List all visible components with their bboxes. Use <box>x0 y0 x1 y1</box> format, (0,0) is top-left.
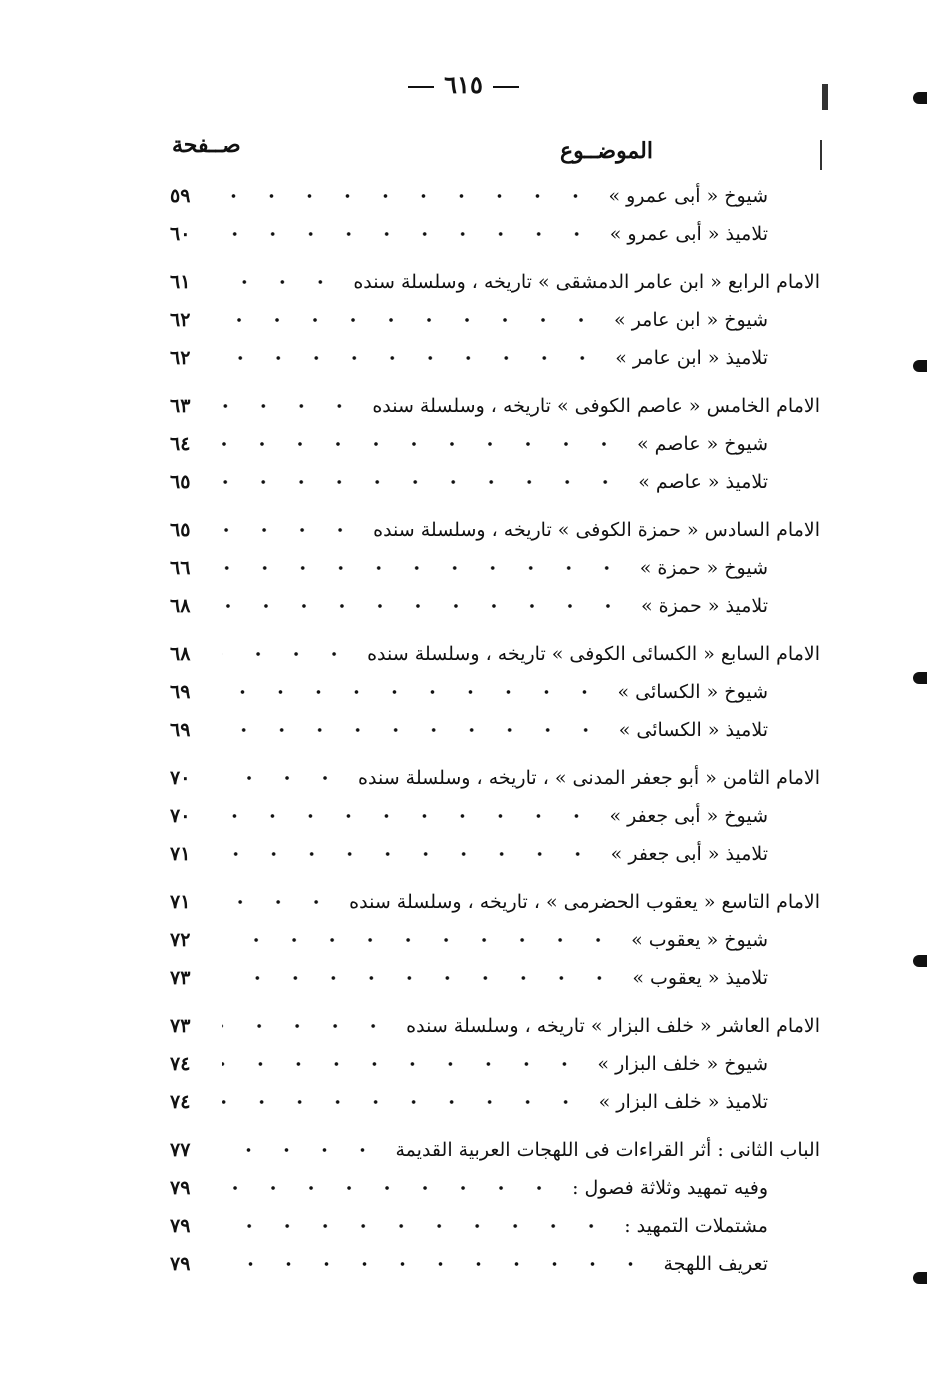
toc-entry-heading: الامام الرابع « ابن عامر الدمشقى » تاريخه ، وسلسلة سنده <box>353 271 820 293</box>
toc-entry-heading: الامام الثامن « أبو جعفر المدنى » ، تاريخه ، وسلسلة سنده <box>358 767 820 789</box>
toc-entry-title: تعريف اللهجة <box>663 1253 768 1275</box>
toc-entry <box>170 924 820 956</box>
dot-leader <box>222 232 596 236</box>
toc-entry-title: تلاميذ « عاصم » <box>638 471 768 493</box>
dot-leader <box>222 604 627 608</box>
toc-page-number: ٧١ <box>170 891 191 913</box>
scan-edge-mark <box>913 360 927 372</box>
dot-leader <box>222 356 601 360</box>
toc-entry <box>170 676 820 708</box>
toc-page-number: ٧٠ <box>170 767 191 789</box>
toc-entry-heading: الامام الخامس « عاصم الكوفى » تاريخه ، وسلسلة سنده <box>372 395 820 417</box>
dot-leader <box>222 1262 650 1266</box>
scan-edge-mark <box>913 672 927 684</box>
toc-entry-title: شيوخ « أبى عمرو » <box>608 185 768 207</box>
toc-entry <box>170 218 820 250</box>
toc-entry-title: تلاميذ « يعقوب » <box>632 967 768 989</box>
scan-edge-mark <box>913 1272 927 1284</box>
dot-leader <box>222 566 626 570</box>
toc-entry <box>170 962 820 994</box>
toc-page-number: ٦٥ <box>170 471 191 493</box>
toc-entry-title: شيوخ « حمزة » <box>639 557 768 579</box>
toc-entry-heading: الامام السابع « الكسائى الكوفى » تاريخه ، وسلسلة سنده <box>367 643 820 665</box>
toc-entry <box>170 590 820 622</box>
toc-entry <box>170 552 820 584</box>
toc-entry <box>170 1048 820 1080</box>
toc-entry <box>170 1210 820 1242</box>
toc-page-number: ٧٧ <box>170 1139 191 1161</box>
toc-entry-heading: الامام العاشر « خلف البزار » تاريخه ، وسلسلة سنده <box>406 1015 820 1037</box>
toc-page-number: ٧٤ <box>170 1053 191 1075</box>
toc-page-number: ٧٢ <box>170 929 191 951</box>
dot-leader <box>222 1024 392 1028</box>
toc-entry <box>170 1086 820 1118</box>
scan-mark <box>822 84 828 110</box>
dot-leader <box>222 1186 558 1190</box>
dot-leader <box>222 1224 610 1228</box>
toc-entry-title: شيوخ « أبى جعفر » <box>609 805 768 827</box>
toc-entry-title: تلاميذ « خلف البزار » <box>598 1091 768 1113</box>
topic-column-header: الموضــوع <box>560 138 653 164</box>
toc-entry-title: تلاميذ « ابن عامر » <box>615 347 768 369</box>
toc-page-number: ٦٨ <box>170 643 191 665</box>
dot-leader <box>222 404 358 408</box>
toc-entry <box>170 466 820 498</box>
page-number <box>0 70 927 99</box>
dot-leader <box>222 652 353 656</box>
dot-leader <box>222 852 597 856</box>
dot-leader <box>222 814 595 818</box>
toc-entry <box>170 800 820 832</box>
toc-page-number: ٦٢ <box>170 347 191 369</box>
toc-entry <box>170 342 820 374</box>
toc-page-number: ٧٠ <box>170 805 191 827</box>
toc-entry-title: تلاميذ « الكسائى » <box>618 719 768 741</box>
toc-page-number: ٧٤ <box>170 1091 191 1113</box>
dot-leader <box>222 776 344 780</box>
toc-entry <box>170 838 820 870</box>
toc-entry <box>170 886 820 918</box>
dot-leader <box>222 1100 585 1104</box>
dot-leader <box>222 938 617 942</box>
page-number-value: ٦١٥ <box>444 70 483 99</box>
dash-left <box>493 86 519 88</box>
toc-entry-heading: الباب الثانى : أثر القراءات فى اللهجات العربية القديمة <box>395 1139 820 1161</box>
dot-leader <box>222 528 359 532</box>
toc-entry <box>170 1010 820 1042</box>
toc-entry <box>170 1134 820 1166</box>
toc-entry <box>170 638 820 670</box>
scan-edge-mark <box>913 955 927 967</box>
toc-page-number: ٦٩ <box>170 681 191 703</box>
dot-leader <box>222 976 618 980</box>
toc-page-number: ٦٤ <box>170 433 191 455</box>
dot-leader <box>222 1148 381 1152</box>
toc-page-number: ٧٣ <box>170 1015 191 1037</box>
toc-page-number: ٧١ <box>170 843 191 865</box>
scan-edge-mark <box>913 92 927 104</box>
toc-page-number: ٦٨ <box>170 595 191 617</box>
dot-leader <box>222 318 600 322</box>
toc-page-number: ٧٩ <box>170 1253 191 1275</box>
toc-page-number: ٦٢ <box>170 309 191 331</box>
toc-page-number: ٥٩ <box>170 185 191 207</box>
toc-page-number: ٧٣ <box>170 967 191 989</box>
dot-leader <box>222 194 594 198</box>
dash-right <box>408 86 434 88</box>
toc-entry-title: شيوخ « عاصم » <box>636 433 768 455</box>
toc-entry-title: تلاميذ « أبى جعفر » <box>610 843 768 865</box>
scan-bracket <box>820 140 822 170</box>
toc-page-number: ٦٦ <box>170 557 191 579</box>
toc-page-number: ٦١ <box>170 271 191 293</box>
toc-entry-title: مشتملات التمهيد : <box>624 1215 768 1237</box>
toc-page-number: ٧٩ <box>170 1215 191 1237</box>
toc-entry-title: تلاميذ « حمزة » <box>640 595 768 617</box>
toc-entry <box>170 714 820 746</box>
page-column-header: صــفحة <box>172 132 241 158</box>
toc-entry <box>170 514 820 546</box>
toc-entry <box>170 390 820 422</box>
dot-leader <box>222 280 339 284</box>
dot-leader <box>222 900 335 904</box>
toc-entry <box>170 428 820 460</box>
toc-entry-heading: الامام السادس « حمزة الكوفى » تاريخه ، وسلسلة سنده <box>373 519 820 541</box>
toc-page-number: ٧٩ <box>170 1177 191 1199</box>
toc-entry-title: وفيه تمهيد وثلاثة فصول : <box>572 1177 768 1199</box>
toc-entry <box>170 266 820 298</box>
toc-page-number: ٦٠ <box>170 223 191 245</box>
dot-leader <box>222 690 603 694</box>
toc-entry-title: شيوخ « الكسائى » <box>617 681 768 703</box>
toc-entry <box>170 762 820 794</box>
toc-page-number: ٦٣ <box>170 395 191 417</box>
toc-entry <box>170 1172 820 1204</box>
toc-page-number: ٦٥ <box>170 519 191 541</box>
toc-page-number: ٦٩ <box>170 719 191 741</box>
toc-entry <box>170 304 820 336</box>
dot-leader <box>222 480 624 484</box>
toc-entry <box>170 180 820 212</box>
dot-leader <box>222 442 623 446</box>
toc-entry-title: تلاميذ « أبى عمرو » <box>609 223 768 245</box>
toc-entry-title: شيوخ « ابن عامر » <box>614 309 768 331</box>
toc-entry-heading: الامام التاسع « يعقوب الحضرمى » ، تاريخه ، وسلسلة سنده <box>349 891 820 913</box>
dot-leader <box>222 1062 583 1066</box>
toc-entry-title: شيوخ « يعقوب » <box>631 929 768 951</box>
dot-leader <box>222 728 605 732</box>
toc-entry <box>170 1248 820 1280</box>
toc-entry-title: شيوخ « خلف البزار » <box>597 1053 768 1075</box>
